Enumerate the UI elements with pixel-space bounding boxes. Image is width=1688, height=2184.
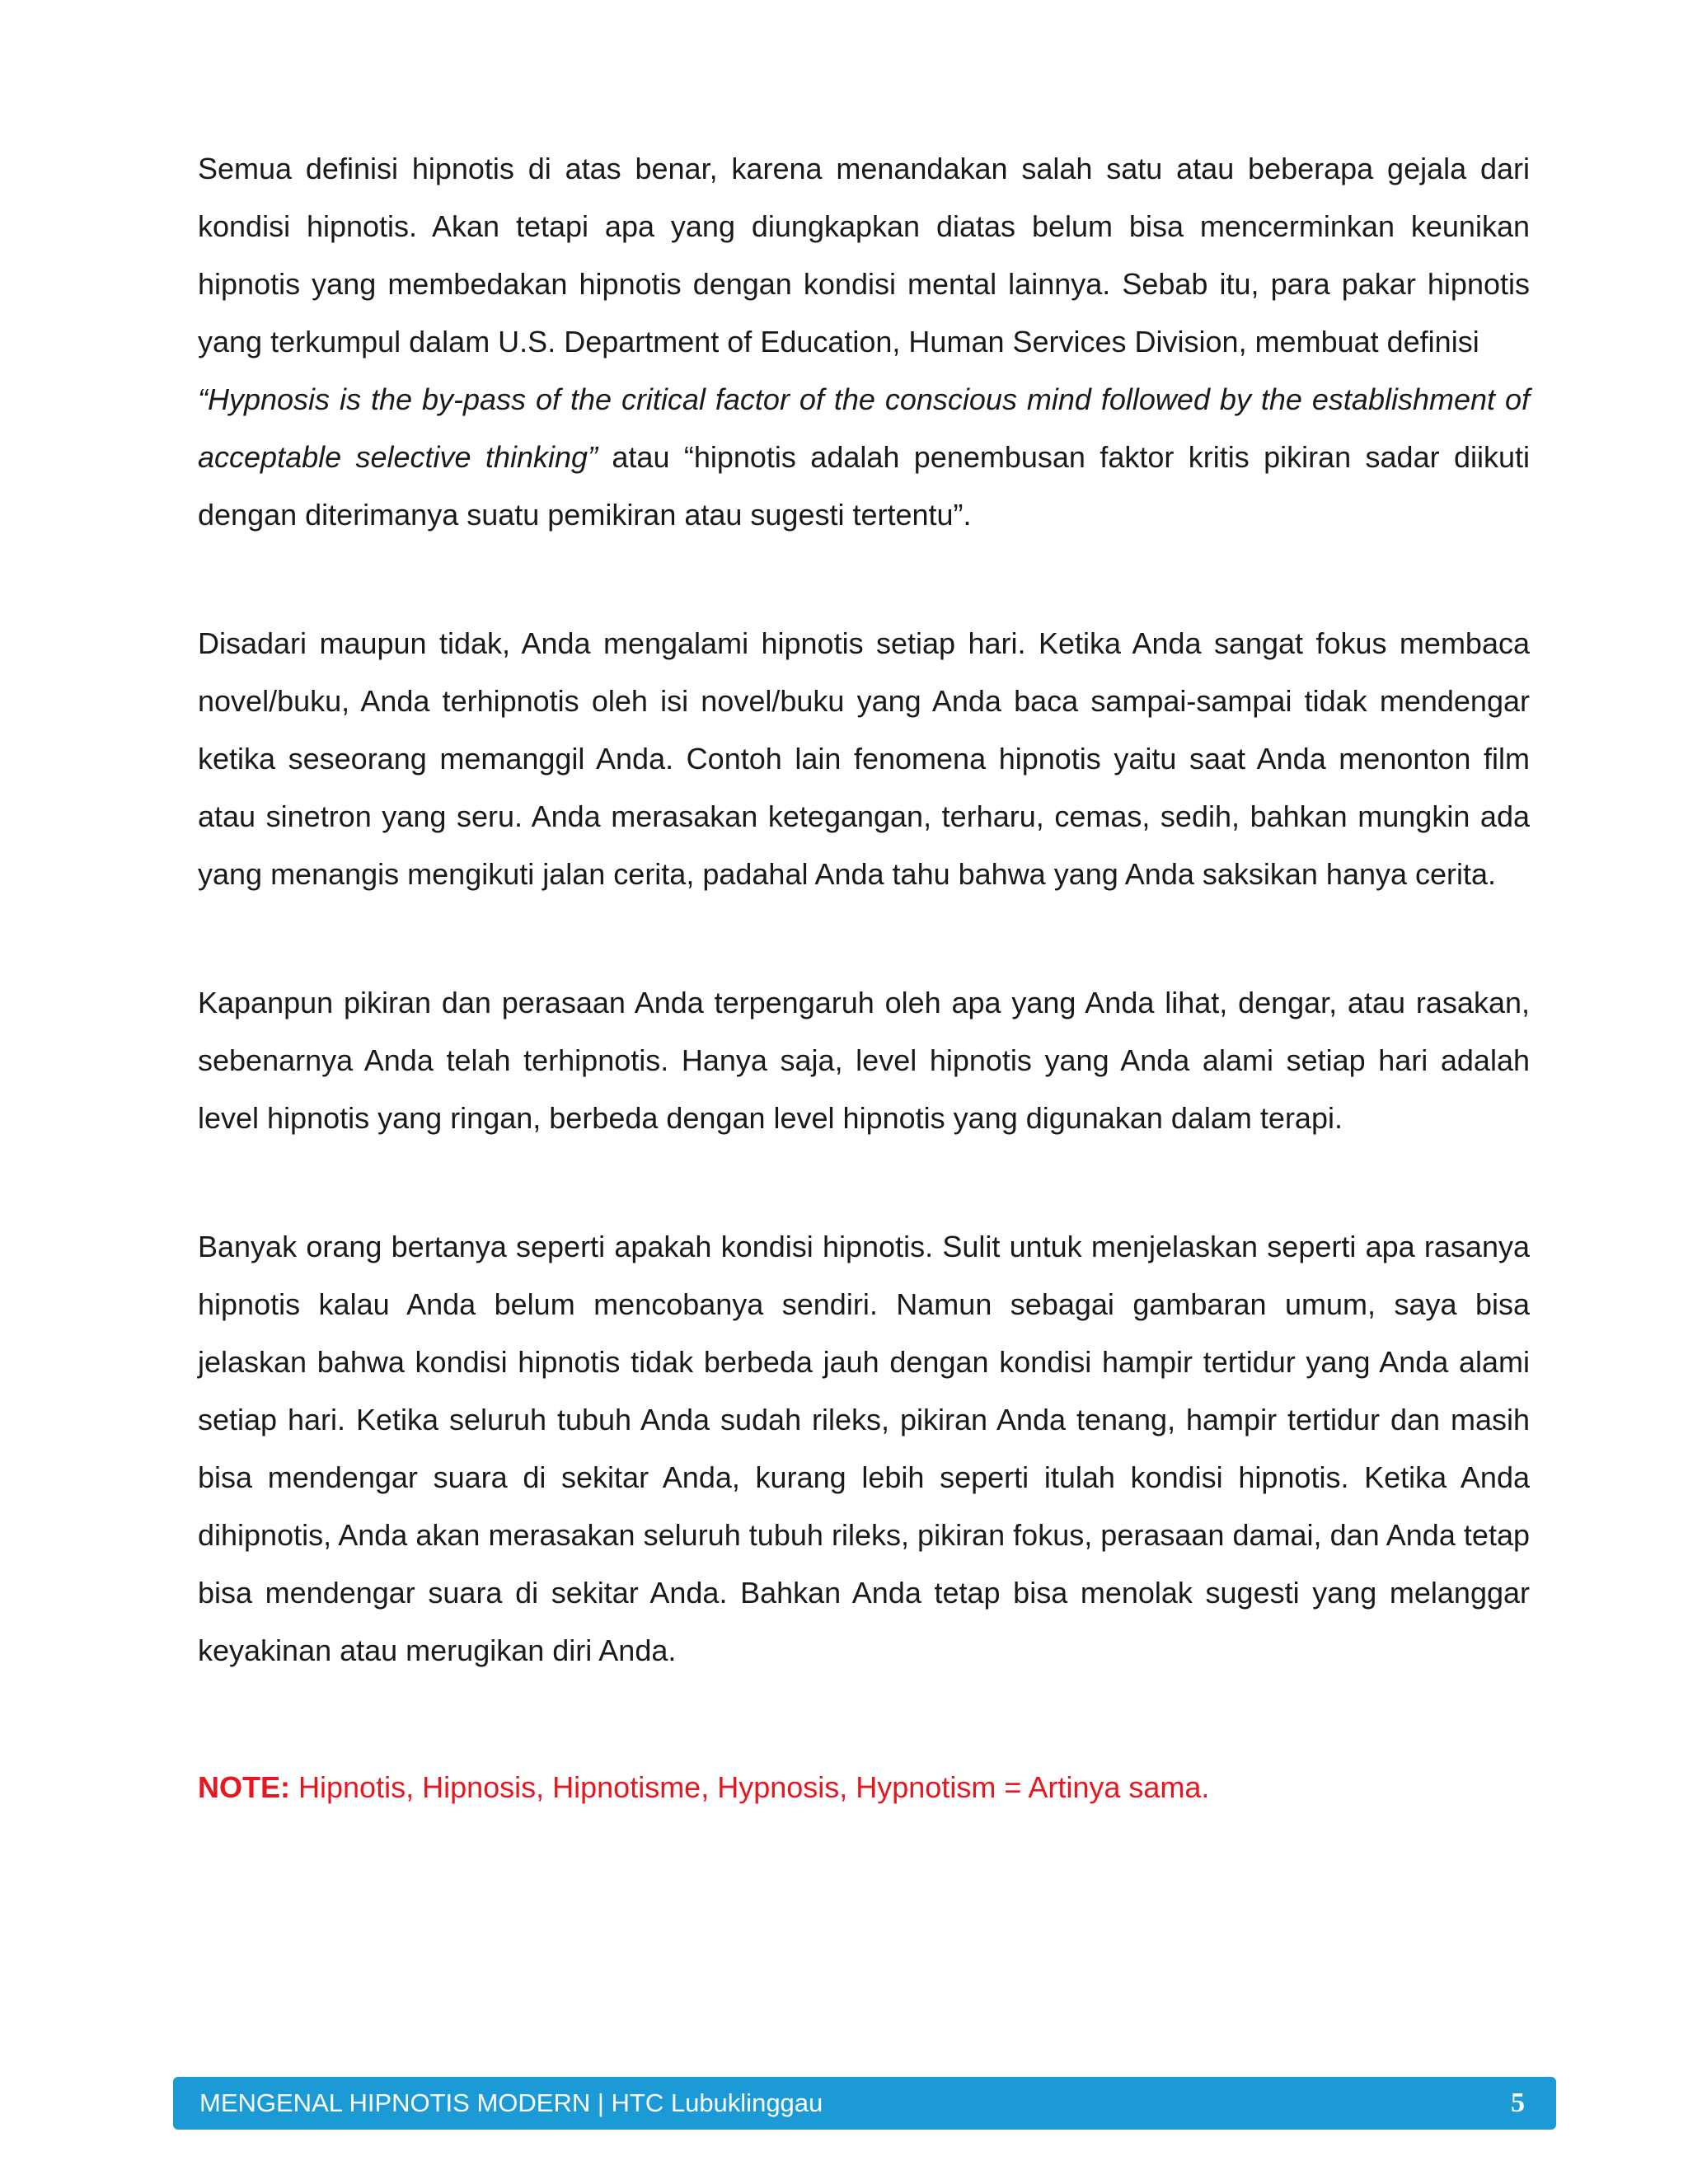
- footer-title: MENGENAL HIPNOTIS MODERN | HTC Lubuklinggau: [199, 2088, 823, 2117]
- paragraph-spacer: [198, 1147, 1530, 1218]
- page-body: [198, 140, 1530, 1846]
- paragraph-definition-intro: Semua definisi hipnotis di atas benar, karena menandakan salah satu atau beberapa gejala dari kondisi hipnotis. Akan tetapi apa yang diungkapkan diatas belum bisa mencerminkan keunikan hipnotis yang membedakan hipnotis dengan kondisi mental lainnya. Sebab itu, para pakar hipnotis yang terkumpul dalam U.S. Department of Education, Human Services Division, membuat definisi: [198, 152, 1530, 359]
- paragraph-hypnosis-level: Kapanpun pikiran dan perasaan Anda terpengaruh oleh apa yang Anda lihat, dengar, atau rasakan, sebenarnya Anda telah terhipnotis. Hanya saja, level hipnotis yang Anda alami setiap hari adalah level hipnotis yang ringan, berbeda dengan level hipnotis yang digunakan dalam terapi.: [198, 986, 1530, 1135]
- paragraph-spacer: [198, 903, 1530, 974]
- paragraph-definition-quote: [198, 371, 1530, 544]
- note-line: [198, 1759, 1530, 1816]
- paragraph-hypnosis-condition: Banyak orang bertanya seperti apakah kondisi hipnotis. Sulit untuk menjelaskan seperti apa rasanya hipnotis kalau Anda belum mencobanya sendiri. Namun sebagai gambaran umum, saya bisa jelaskan bahwa kondisi hipnotis tidak berbeda jauh dengan kondisi hampir tertidur yang Anda alami setiap hari. Ketika seluruh tubuh Anda sudah rileks, pikiran Anda tenang, hampir tertidur dan masih bisa mendengar suara di sekitar Anda, kurang lebih seperti itulah kondisi hipnotis. Ketika Anda dihipnotis, Anda akan merasakan seluruh tubuh rileks, pikiran fokus, perasaan damai, dan Anda tetap bisa mendengar suara di sekitar Anda. Bahkan Anda tetap bisa menolak sugesti yang melanggar keyakinan atau merugikan diri Anda.: [198, 1230, 1530, 1667]
- paragraph-spacer: [198, 544, 1530, 615]
- paragraph-spacer: [198, 1680, 1530, 1759]
- page-footer: [173, 2077, 1556, 2130]
- page-number: 5: [1511, 2088, 1525, 2118]
- paragraph-daily-hypnosis: Disadari maupun tidak, Anda mengalami hipnotis setiap hari. Ketika Anda sangat fokus membaca novel/buku, Anda terhipnotis oleh isi novel/buku yang Anda baca sampai-sampai tidak mendengar ketika seseorang memanggil Anda. Contoh lain fenomena hipnotis yaitu saat Anda menonton film atau sinetron yang seru. Anda merasakan ketegangan, terharu, cemas, sedih, bahkan mungkin ada yang menangis mengikuti jalan cerita, padahal Anda tahu bahwa yang Anda saksikan hanya cerita.: [198, 626, 1530, 891]
- note-text: Hipnotis, Hipnosis, Hipnotisme, Hypnosis, Hypnotism = Artinya sama.: [290, 1770, 1210, 1804]
- quote-translation: atau “hipnotis adalah penembusan faktor kritis pikiran sadar diikuti dengan diterimanya suatu pemikiran atau sugesti tertentu”.: [198, 440, 1530, 532]
- quote-english: “Hypnosis is the by-pass of the critical factor of the conscious mind followed by the establishment of acceptable selective thinking”: [198, 382, 1530, 474]
- note-label: NOTE:: [198, 1770, 290, 1804]
